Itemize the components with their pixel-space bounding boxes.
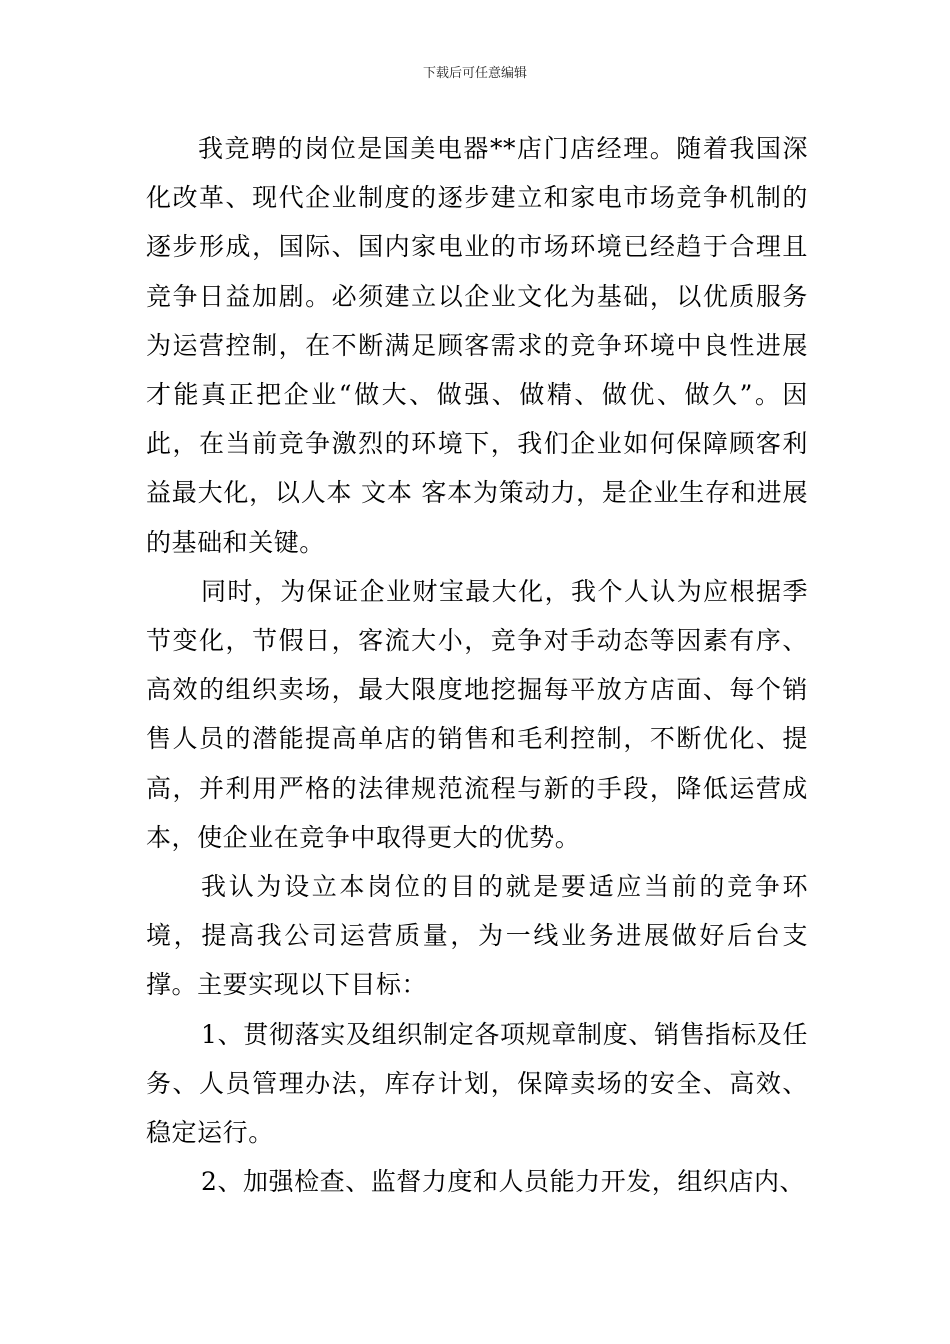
- paragraph-position-intro: 我竞聘的岗位是国美电器**店门店经理。随着我国深化改革、现代企业制度的逐步建立和家电市场竞争机制的逐步形成，国际、国内家电业的市场环境已经趋于合理且竞争日益加剧。必须建立以企业文化为基础，以优质服务为运营控制，在不断满足顾客需求的竞争环境中良性进展才能真正把企业“做大、做强、做精、做优、做久”。因此，在当前竞争激烈的环境下，我们企业如何保障顾客利益最大化，以人本 文本 客本为策动力，是企业生存和进展的基础和关键。: [146, 134, 808, 557]
- document-body: [146, 124, 808, 1206]
- paragraph-goal-2: 2、加强检查、监督力度和人员能力开发，组织店内、: [201, 1167, 806, 1197]
- page-header: 下载后可任意编辑: [422, 66, 527, 81]
- paragraph-position-purpose: 我认为设立本岗位的目的就是要适应当前的竞争环境，提高我公司运营质量，为一线业务进展做好后台支撑。主要实现以下目标：: [146, 872, 808, 1000]
- paragraph-goal-1: 1、贯彻落实及组织制定各项规章制度、销售指标及任务、人员管理办法，库存计划，保障卖场的安全、高效、稳定运行。: [146, 1019, 808, 1148]
- paragraph-profit-maximization: 同时，为保证企业财宝最大化，我个人认为应根据季节变化，节假日，客流大小，竞争对手动态等因素有序、高效的组织卖场，最大限度地挖掘每平放方店面、每个销售人员的潜能提高单店的销售和毛利控制，不断优化、提高，并利用严格的法律规范流程与新的手段，降低运营成本，使企业在竞争中取得更大的优势。: [146, 576, 808, 852]
